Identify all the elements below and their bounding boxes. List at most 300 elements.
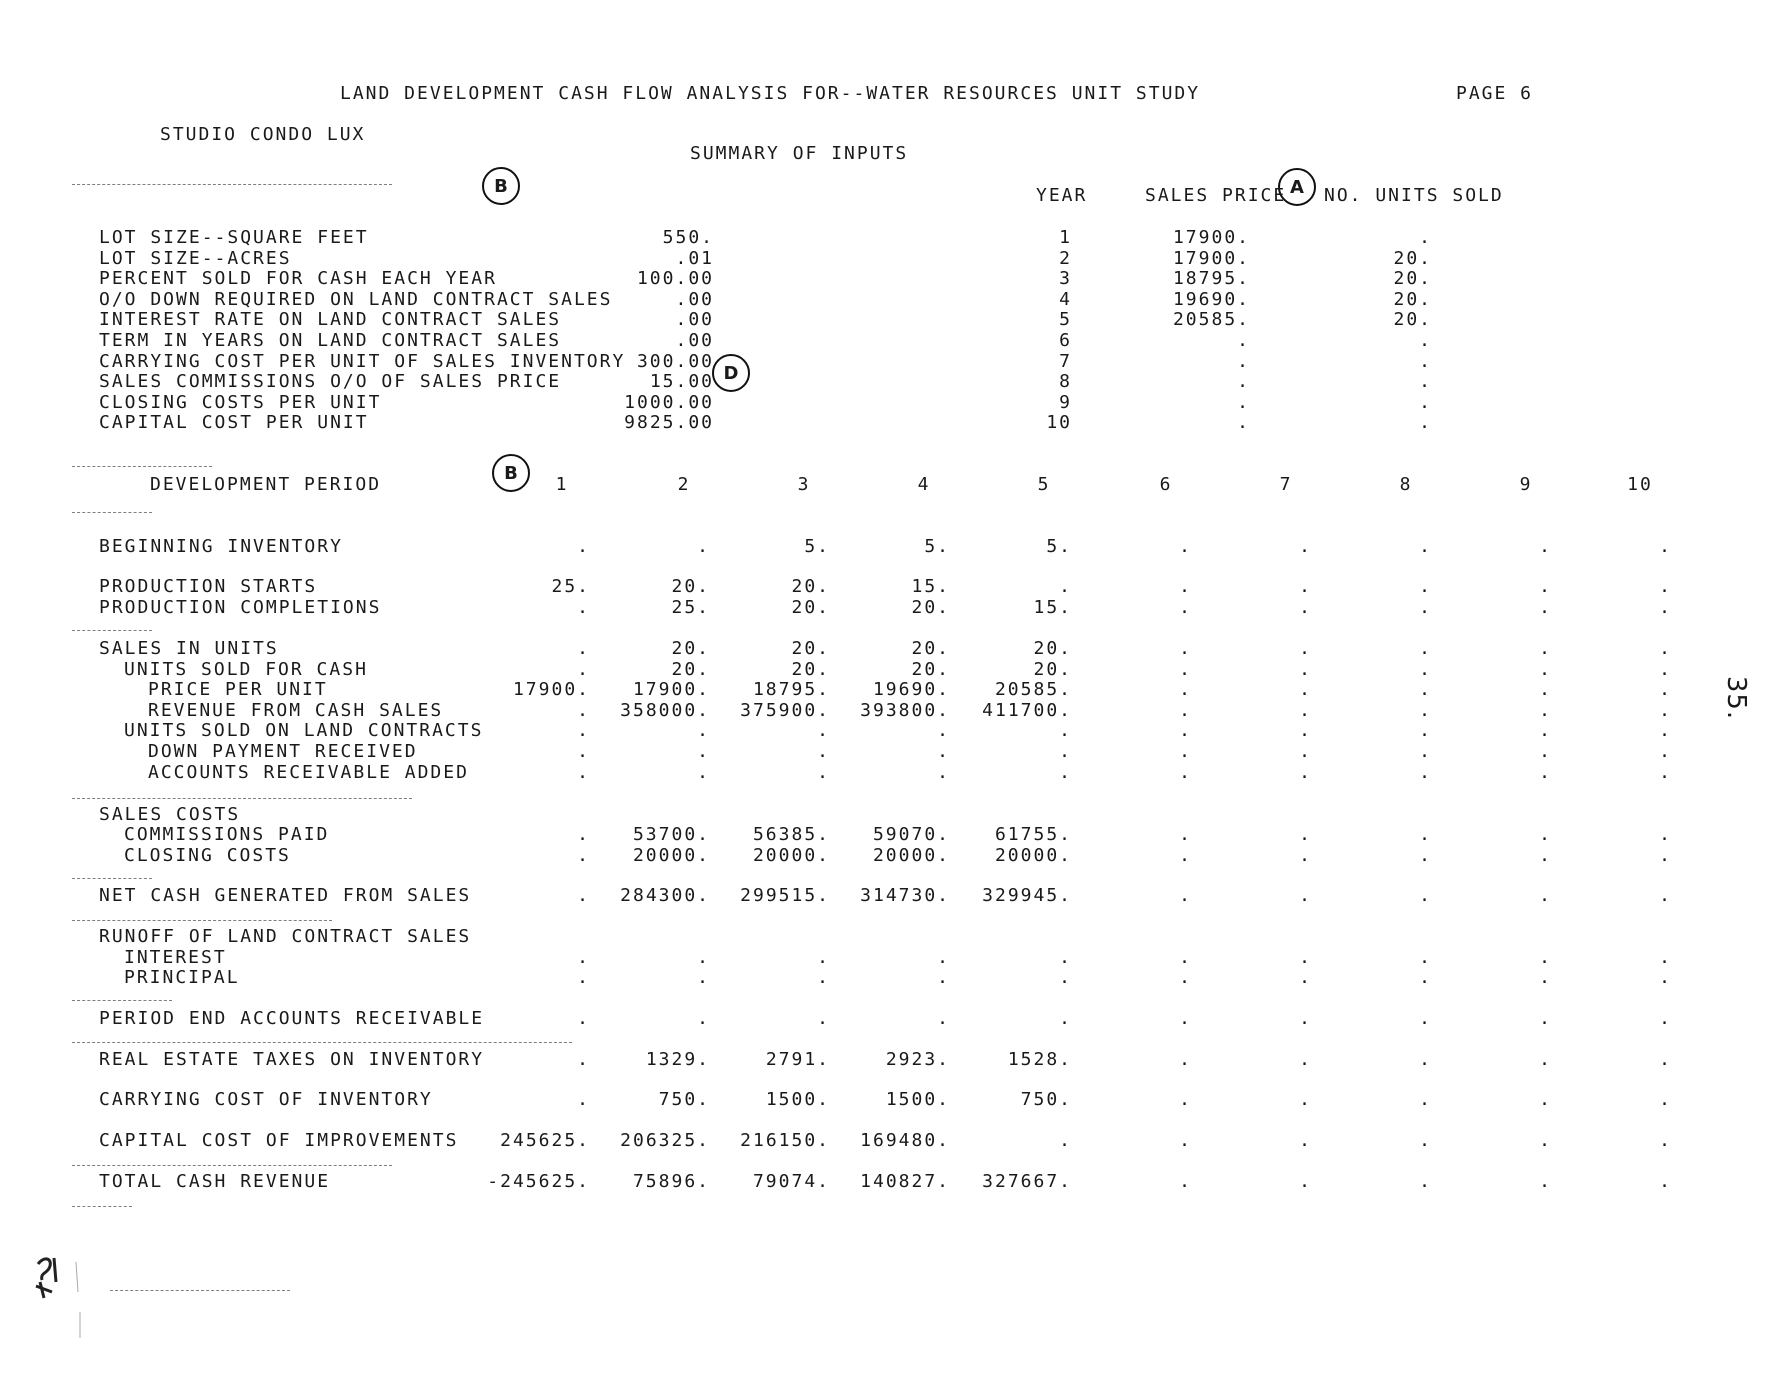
row-value: 18795. <box>752 679 830 700</box>
row-value: 56385. <box>752 824 830 845</box>
smudge-line <box>72 184 392 186</box>
row-value: . <box>577 597 590 618</box>
row-value: . <box>1419 720 1432 741</box>
annotation-circle-d: D <box>712 354 750 392</box>
year-cell: 7 <box>1059 351 1072 372</box>
row-label: NET CASH GENERATED FROM SALES <box>99 885 472 906</box>
sales-price-cell: 17900. <box>1172 227 1250 248</box>
period-header: 9 <box>1519 474 1533 495</box>
row-value: . <box>1539 1089 1552 1110</box>
row-value: . <box>1299 885 1312 906</box>
row-value: . <box>1179 659 1192 680</box>
row-value: . <box>1539 1130 1552 1151</box>
row-value: . <box>1179 720 1192 741</box>
row-value: 25. <box>551 576 590 597</box>
row-label: COMMISSIONS PAID <box>124 824 330 845</box>
row-value: . <box>1419 762 1432 783</box>
row-value: 79074. <box>752 1171 830 1192</box>
row-value: . <box>1299 967 1312 988</box>
row-value: . <box>1299 679 1312 700</box>
row-value: 20000. <box>632 845 710 866</box>
units-sold-cell: 20. <box>1393 289 1432 310</box>
input-value: 1000.00 <box>624 392 714 413</box>
row-value: . <box>1059 720 1072 741</box>
row-value: . <box>1299 536 1312 557</box>
row-value: . <box>1179 762 1192 783</box>
row-value: . <box>1299 1008 1312 1029</box>
project-name: STUDIO CONDO LUX <box>160 124 366 145</box>
row-value: . <box>1659 659 1672 680</box>
row-value: 299515. <box>740 885 830 906</box>
row-value: . <box>1659 824 1672 845</box>
annotation-circle-b-mid: B <box>492 454 530 492</box>
row-value: . <box>697 947 710 968</box>
year-cell: 5 <box>1059 309 1072 330</box>
row-value: . <box>1179 638 1192 659</box>
row-value: 375900. <box>740 700 830 721</box>
input-label: INTEREST RATE ON LAND CONTRACT SALES <box>99 309 562 330</box>
row-value: 17900. <box>632 679 710 700</box>
input-label: CARRYING COST PER UNIT OF SALES INVENTORY <box>99 351 626 372</box>
row-value: . <box>937 947 950 968</box>
row-value: 750. <box>658 1089 710 1110</box>
row-value: 750. <box>1020 1089 1072 1110</box>
sales-price-cell: . <box>1237 392 1250 413</box>
row-value: . <box>1659 1049 1672 1070</box>
units-sold-cell: . <box>1419 392 1432 413</box>
row-label: PRINCIPAL <box>124 967 240 988</box>
row-value: 20. <box>791 576 830 597</box>
row-value: . <box>577 700 590 721</box>
row-value: 61755. <box>994 824 1072 845</box>
row-value: 1329. <box>645 1049 710 1070</box>
row-value: . <box>1539 720 1552 741</box>
input-label: SALES COMMISSIONS O/O OF SALES PRICE <box>99 371 562 392</box>
period-header: 8 <box>1399 474 1413 495</box>
sales-price-cell: . <box>1237 412 1250 433</box>
row-label: REAL ESTATE TAXES ON INVENTORY <box>99 1049 485 1070</box>
row-value: -245625. <box>487 1171 590 1192</box>
year-cell: 1 <box>1059 227 1072 248</box>
row-value: . <box>1419 679 1432 700</box>
row-value: . <box>577 1089 590 1110</box>
row-value: . <box>577 885 590 906</box>
period-header: 7 <box>1279 474 1293 495</box>
row-value: 20. <box>671 576 710 597</box>
row-value: . <box>1659 638 1672 659</box>
row-value: 15. <box>911 576 950 597</box>
row-value: 19690. <box>872 679 950 700</box>
period-header: 5 <box>1037 474 1051 495</box>
row-value: . <box>937 1008 950 1029</box>
row-value: 20000. <box>994 845 1072 866</box>
year-cell: 8 <box>1059 371 1072 392</box>
row-value: . <box>937 762 950 783</box>
units-sold-cell: 20. <box>1393 248 1432 269</box>
row-value: . <box>1659 1171 1672 1192</box>
row-value: . <box>1179 1049 1192 1070</box>
row-value: . <box>1419 1171 1432 1192</box>
row-label: CAPITAL COST OF IMPROVEMENTS <box>99 1130 459 1151</box>
row-value: . <box>1659 845 1672 866</box>
units-sold-cell: . <box>1419 371 1432 392</box>
row-value: . <box>1659 679 1672 700</box>
row-value: . <box>1419 597 1432 618</box>
row-value: . <box>1179 1008 1192 1029</box>
row-value: 358000. <box>620 700 710 721</box>
period-header: 6 <box>1159 474 1173 495</box>
row-value: 20. <box>911 597 950 618</box>
row-value: . <box>1539 947 1552 968</box>
row-value: 15. <box>1033 597 1072 618</box>
year-cell: 2 <box>1059 248 1072 269</box>
row-value: . <box>1539 824 1552 845</box>
row-value: . <box>817 741 830 762</box>
units-sold-cell: . <box>1419 330 1432 351</box>
row-value: . <box>1659 720 1672 741</box>
row-value: . <box>1419 1049 1432 1070</box>
row-value: . <box>817 762 830 783</box>
row-value: . <box>1179 597 1192 618</box>
row-value: . <box>1659 741 1672 762</box>
row-value: 314730. <box>860 885 950 906</box>
row-value: . <box>1179 967 1192 988</box>
input-label: PERCENT SOLD FOR CASH EACH YEAR <box>99 268 497 289</box>
units-sold-header: NO. UNITS SOLD <box>1324 185 1504 206</box>
row-value: . <box>1059 967 1072 988</box>
row-value: 20. <box>791 659 830 680</box>
row-label: SALES IN UNITS <box>99 638 279 659</box>
sales-price-cell: . <box>1237 351 1250 372</box>
row-label: DOWN PAYMENT RECEIVED <box>148 741 418 762</box>
row-value: . <box>1419 1089 1432 1110</box>
row-label: PRICE PER UNIT <box>148 679 328 700</box>
sales-price-cell: . <box>1237 330 1250 351</box>
input-value: .00 <box>675 330 714 351</box>
row-value: . <box>1539 1008 1552 1029</box>
row-value: . <box>697 762 710 783</box>
row-value: . <box>1539 741 1552 762</box>
period-header: 4 <box>917 474 931 495</box>
row-value: . <box>1299 720 1312 741</box>
row-value: . <box>1419 576 1432 597</box>
row-value: . <box>577 638 590 659</box>
row-value: . <box>697 741 710 762</box>
row-value: 393800. <box>860 700 950 721</box>
units-sold-cell: 20. <box>1393 268 1432 289</box>
row-value: 1528. <box>1007 1049 1072 1070</box>
row-value: 2791. <box>765 1049 830 1070</box>
row-label: INTEREST <box>124 947 227 968</box>
input-value: 15.00 <box>649 371 714 392</box>
row-value: . <box>1539 885 1552 906</box>
row-value: . <box>1419 638 1432 659</box>
row-label: RUNOFF OF LAND CONTRACT SALES <box>99 926 472 947</box>
row-value: . <box>1299 700 1312 721</box>
row-value: 20000. <box>752 845 830 866</box>
row-value: . <box>1419 700 1432 721</box>
row-value: . <box>577 1008 590 1029</box>
row-value: . <box>1059 576 1072 597</box>
row-value: . <box>1299 1171 1312 1192</box>
sales-price-cell: 20585. <box>1172 309 1250 330</box>
row-value: . <box>1299 762 1312 783</box>
row-value: . <box>1539 762 1552 783</box>
row-value: . <box>1059 741 1072 762</box>
row-value: 20585. <box>994 679 1072 700</box>
row-value: . <box>937 967 950 988</box>
row-value: . <box>1659 1130 1672 1151</box>
row-value: 169480. <box>860 1130 950 1151</box>
row-value: . <box>1419 659 1432 680</box>
row-value: . <box>1299 824 1312 845</box>
sales-price-cell: 18795. <box>1172 268 1250 289</box>
row-value: . <box>1179 1171 1192 1192</box>
period-header: 3 <box>797 474 811 495</box>
row-value: . <box>1539 679 1552 700</box>
smudge-line <box>72 920 332 922</box>
row-value: . <box>1659 1008 1672 1029</box>
annotation-circle-a: A <box>1278 168 1316 206</box>
row-value: 17900. <box>512 679 590 700</box>
units-sold-cell: 20. <box>1393 309 1432 330</box>
year-cell: 6 <box>1059 330 1072 351</box>
row-value: . <box>1299 947 1312 968</box>
row-value: . <box>1659 536 1672 557</box>
row-value: . <box>817 720 830 741</box>
year-cell: 10 <box>1046 412 1072 433</box>
row-value: 20. <box>671 638 710 659</box>
row-label: CARRYING COST OF INVENTORY <box>99 1089 433 1110</box>
row-value: 20000. <box>872 845 950 866</box>
row-value: . <box>937 741 950 762</box>
sales-price-cell: . <box>1237 371 1250 392</box>
row-value: 20. <box>1033 638 1072 659</box>
row-value: . <box>1659 597 1672 618</box>
row-label: REVENUE FROM CASH SALES <box>148 700 444 721</box>
row-value: . <box>1299 659 1312 680</box>
smudge-line <box>72 798 412 800</box>
row-value: . <box>577 659 590 680</box>
year-cell: 3 <box>1059 268 1072 289</box>
row-label: SALES COSTS <box>99 804 241 825</box>
row-value: . <box>577 967 590 988</box>
input-value: 300.00 <box>636 351 714 372</box>
summary-heading: SUMMARY OF INPUTS <box>690 143 909 164</box>
row-value: 53700. <box>632 824 710 845</box>
row-value: . <box>1419 845 1432 866</box>
row-value: . <box>577 845 590 866</box>
row-label: BEGINNING INVENTORY <box>99 536 343 557</box>
units-sold-cell: . <box>1419 227 1432 248</box>
row-value: . <box>937 720 950 741</box>
input-value: 100.00 <box>636 268 714 289</box>
row-value: . <box>1179 741 1192 762</box>
row-value: . <box>1539 597 1552 618</box>
row-value: 140827. <box>860 1171 950 1192</box>
input-label: TERM IN YEARS ON LAND CONTRACT SALES <box>99 330 562 351</box>
row-value: . <box>697 536 710 557</box>
input-value: .00 <box>675 289 714 310</box>
row-value: . <box>1179 885 1192 906</box>
row-label: CLOSING COSTS <box>124 845 291 866</box>
row-value: . <box>817 1008 830 1029</box>
row-value: . <box>577 741 590 762</box>
row-value: . <box>1659 947 1672 968</box>
row-value: . <box>1419 741 1432 762</box>
period-header: 2 <box>677 474 691 495</box>
row-value: . <box>1419 947 1432 968</box>
year-cell: 4 <box>1059 289 1072 310</box>
row-value: . <box>1299 741 1312 762</box>
year-cell: 9 <box>1059 392 1072 413</box>
row-value: . <box>1299 1089 1312 1110</box>
row-value: . <box>1299 1049 1312 1070</box>
row-value: . <box>1659 885 1672 906</box>
row-value: 411700. <box>982 700 1072 721</box>
row-value: . <box>1539 1171 1552 1192</box>
input-label: CLOSING COSTS PER UNIT <box>99 392 382 413</box>
sales-price-header: SALES PRICE <box>1145 185 1287 206</box>
row-value: . <box>1059 1130 1072 1151</box>
row-value: 5. <box>1046 536 1072 557</box>
side-page-number: 35. <box>1721 675 1752 721</box>
row-label: UNITS SOLD FOR CASH <box>124 659 368 680</box>
row-value: 245625. <box>500 1130 590 1151</box>
period-header: 10 <box>1627 474 1653 495</box>
units-sold-cell: . <box>1419 351 1432 372</box>
row-value: 20. <box>671 659 710 680</box>
row-value: . <box>697 720 710 741</box>
row-value: . <box>1419 1130 1432 1151</box>
row-value: 206325. <box>620 1130 710 1151</box>
row-value: . <box>817 947 830 968</box>
row-value: . <box>577 720 590 741</box>
row-value: 284300. <box>620 885 710 906</box>
smudge-line <box>72 1165 392 1167</box>
input-value: 550. <box>662 227 714 248</box>
row-value: 59070. <box>872 824 950 845</box>
row-value: . <box>1299 845 1312 866</box>
row-value: . <box>1539 638 1552 659</box>
row-value: . <box>1419 885 1432 906</box>
row-value: . <box>577 1049 590 1070</box>
page-number: PAGE 6 <box>1456 83 1534 104</box>
row-value: 327667. <box>982 1171 1072 1192</box>
row-value: . <box>1539 536 1552 557</box>
smudge-line <box>72 878 152 880</box>
row-value: . <box>1419 536 1432 557</box>
row-value: . <box>1539 1049 1552 1070</box>
input-value: .01 <box>675 248 714 269</box>
row-value: 75896. <box>632 1171 710 1192</box>
row-value: . <box>817 967 830 988</box>
smudge-line <box>110 1290 290 1292</box>
row-value: 329945. <box>982 885 1072 906</box>
row-value: . <box>577 947 590 968</box>
row-value: . <box>1659 700 1672 721</box>
row-value: . <box>1059 1008 1072 1029</box>
row-value: . <box>1539 700 1552 721</box>
smudge-line <box>72 1206 132 1208</box>
row-value: 5. <box>924 536 950 557</box>
row-value: . <box>1299 1130 1312 1151</box>
row-value: 20. <box>1033 659 1072 680</box>
sales-price-cell: 17900. <box>1172 248 1250 269</box>
row-value: . <box>1179 536 1192 557</box>
input-label: LOT SIZE--ACRES <box>99 248 292 269</box>
row-value: . <box>1659 967 1672 988</box>
input-label: CAPITAL COST PER UNIT <box>99 412 369 433</box>
row-value: 2923. <box>885 1049 950 1070</box>
smudge-line <box>72 466 212 468</box>
handwritten-mark <box>30 1252 90 1342</box>
row-value: 20. <box>911 659 950 680</box>
row-value: 5. <box>804 536 830 557</box>
row-value: . <box>1179 700 1192 721</box>
row-value: . <box>1179 679 1192 700</box>
row-value: 216150. <box>740 1130 830 1151</box>
smudge-line <box>72 512 152 514</box>
row-value: 20. <box>911 638 950 659</box>
row-value: 20. <box>791 597 830 618</box>
row-label: PRODUCTION STARTS <box>99 576 318 597</box>
row-value: . <box>577 762 590 783</box>
report-title: LAND DEVELOPMENT CASH FLOW ANALYSIS FOR--WATER RESOURCES UNIT STUDY <box>340 83 1201 104</box>
sales-price-cell: 19690. <box>1172 289 1250 310</box>
row-value: . <box>1539 659 1552 680</box>
row-value: . <box>1539 845 1552 866</box>
row-value: 20. <box>791 638 830 659</box>
row-value: . <box>1539 967 1552 988</box>
row-value: . <box>1179 824 1192 845</box>
row-label: ACCOUNTS RECEIVABLE ADDED <box>148 762 469 783</box>
row-label: PRODUCTION COMPLETIONS <box>99 597 382 618</box>
row-value: . <box>1059 762 1072 783</box>
row-label: PERIOD END ACCOUNTS RECEIVABLE <box>99 1008 485 1029</box>
development-period-label: DEVELOPMENT PERIOD <box>150 474 382 495</box>
row-value: . <box>1179 1089 1192 1110</box>
row-value: . <box>1419 967 1432 988</box>
row-value: . <box>1179 1130 1192 1151</box>
row-label: UNITS SOLD ON LAND CONTRACTS <box>124 720 484 741</box>
smudge-line <box>72 1000 172 1002</box>
row-label: TOTAL CASH REVENUE <box>99 1171 331 1192</box>
units-sold-cell: . <box>1419 412 1432 433</box>
row-value: . <box>1179 947 1192 968</box>
annotation-circle-b-top: B <box>482 167 520 205</box>
row-value: . <box>577 824 590 845</box>
row-value: . <box>1419 824 1432 845</box>
row-value: . <box>1419 1008 1432 1029</box>
row-value: . <box>1659 762 1672 783</box>
row-value: . <box>1179 845 1192 866</box>
smudge-line <box>72 1042 572 1044</box>
row-value: 1500. <box>765 1089 830 1110</box>
row-value: 25. <box>671 597 710 618</box>
input-value: 9825.00 <box>624 412 714 433</box>
row-value: . <box>1299 597 1312 618</box>
row-value: . <box>577 536 590 557</box>
row-value: . <box>1059 947 1072 968</box>
row-value: . <box>1179 576 1192 597</box>
year-header: YEAR <box>1036 185 1088 206</box>
input-label: LOT SIZE--SQUARE FEET <box>99 227 369 248</box>
period-header: 1 <box>555 474 569 495</box>
row-value: . <box>1299 576 1312 597</box>
smudge-line <box>72 630 152 632</box>
input-label: O/O DOWN REQUIRED ON LAND CONTRACT SALES <box>99 289 613 310</box>
